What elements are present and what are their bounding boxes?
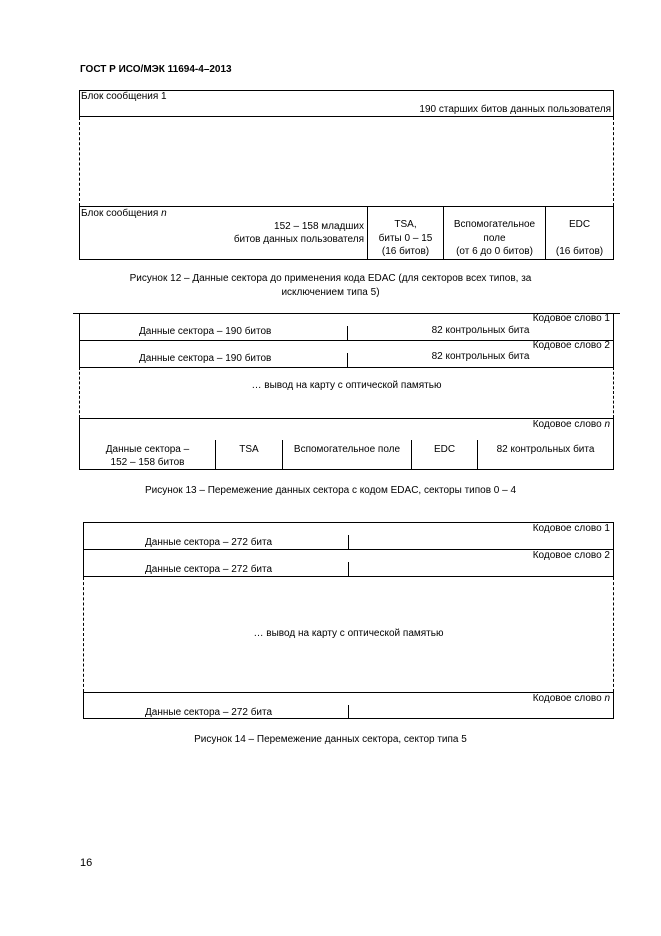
document-header: ГОСТ Р ИСО/МЭК 11694-4–2013 bbox=[80, 64, 232, 75]
dashed-left bbox=[79, 117, 80, 206]
data-272-row1: Данные сектора – 272 бита bbox=[145, 537, 273, 548]
edc-cell: EDC bbox=[433, 444, 456, 455]
aux-line1: Вспомогательное bbox=[453, 219, 536, 230]
aux-cell: Вспомогательное поле bbox=[293, 444, 401, 455]
codeword-n: Кодовое слово n bbox=[532, 693, 610, 704]
figure-13-caption: Рисунок 13 – Перемежение данных сектора с кодом EDAC, секторы типов 0 – 4 bbox=[144, 485, 517, 496]
data-272-row2: Данные сектора – 272 бита bbox=[145, 564, 273, 575]
data-190-row2: Данные сектора – 190 битов bbox=[139, 353, 272, 364]
data-n-line1: Данные сектора – bbox=[105, 444, 190, 455]
output-note: … вывод на карту с оптической памятью bbox=[251, 380, 442, 391]
edc-line1: EDC bbox=[568, 219, 591, 230]
page-number: 16 bbox=[80, 857, 93, 869]
codeword-n: Кодовое слово n bbox=[532, 419, 610, 430]
low-bits-line2: битов данных пользователя bbox=[233, 234, 364, 245]
codeword-1: Кодовое слово 1 bbox=[532, 523, 610, 534]
check-82-cell: 82 контрольных бита bbox=[496, 444, 595, 455]
data-272-row-n: Данные сектора – 272 бита bbox=[145, 707, 273, 718]
blockn-label: Блок сообщения n bbox=[81, 208, 167, 219]
check-82-row2: 82 контрольных бита bbox=[431, 351, 530, 362]
aux-line3: (от 6 до 0 битов) bbox=[456, 246, 533, 257]
tsa-line1: TSA, bbox=[394, 219, 417, 230]
data-n-line2: 152 – 158 битов bbox=[110, 457, 185, 468]
figure-14-caption: Рисунок 14 – Перемежение данных сектора, сектор типа 5 bbox=[194, 734, 467, 745]
tsa-line3: (16 битов) bbox=[381, 246, 430, 257]
low-bits-line1: 152 – 158 младших bbox=[274, 221, 364, 232]
dashed-right bbox=[613, 117, 614, 206]
codeword-2: Кодовое слово 2 bbox=[532, 340, 610, 351]
check-82-row1: 82 контрольных бита bbox=[431, 325, 530, 336]
tsa-cell: TSA bbox=[239, 444, 259, 455]
block1-label: Блок сообщения 1 bbox=[81, 91, 167, 102]
block1-bits: 190 старших битов данных пользователя bbox=[419, 104, 611, 115]
edc-line2: (16 битов) bbox=[555, 246, 604, 257]
figure-12-caption: Рисунок 12 – Данные сектора до применения кода EDAC (для секторов всех типов, за исключением типа 5) bbox=[129, 273, 532, 298]
output-note: … вывод на карту с оптической памятью bbox=[253, 628, 444, 639]
data-190-row1: Данные сектора – 190 битов bbox=[139, 326, 272, 337]
codeword-1: Кодовое слово 1 bbox=[532, 313, 610, 324]
aux-line2: поле bbox=[483, 233, 506, 244]
codeword-2: Кодовое слово 2 bbox=[532, 550, 610, 561]
tsa-line2: биты 0 – 15 bbox=[378, 233, 433, 244]
